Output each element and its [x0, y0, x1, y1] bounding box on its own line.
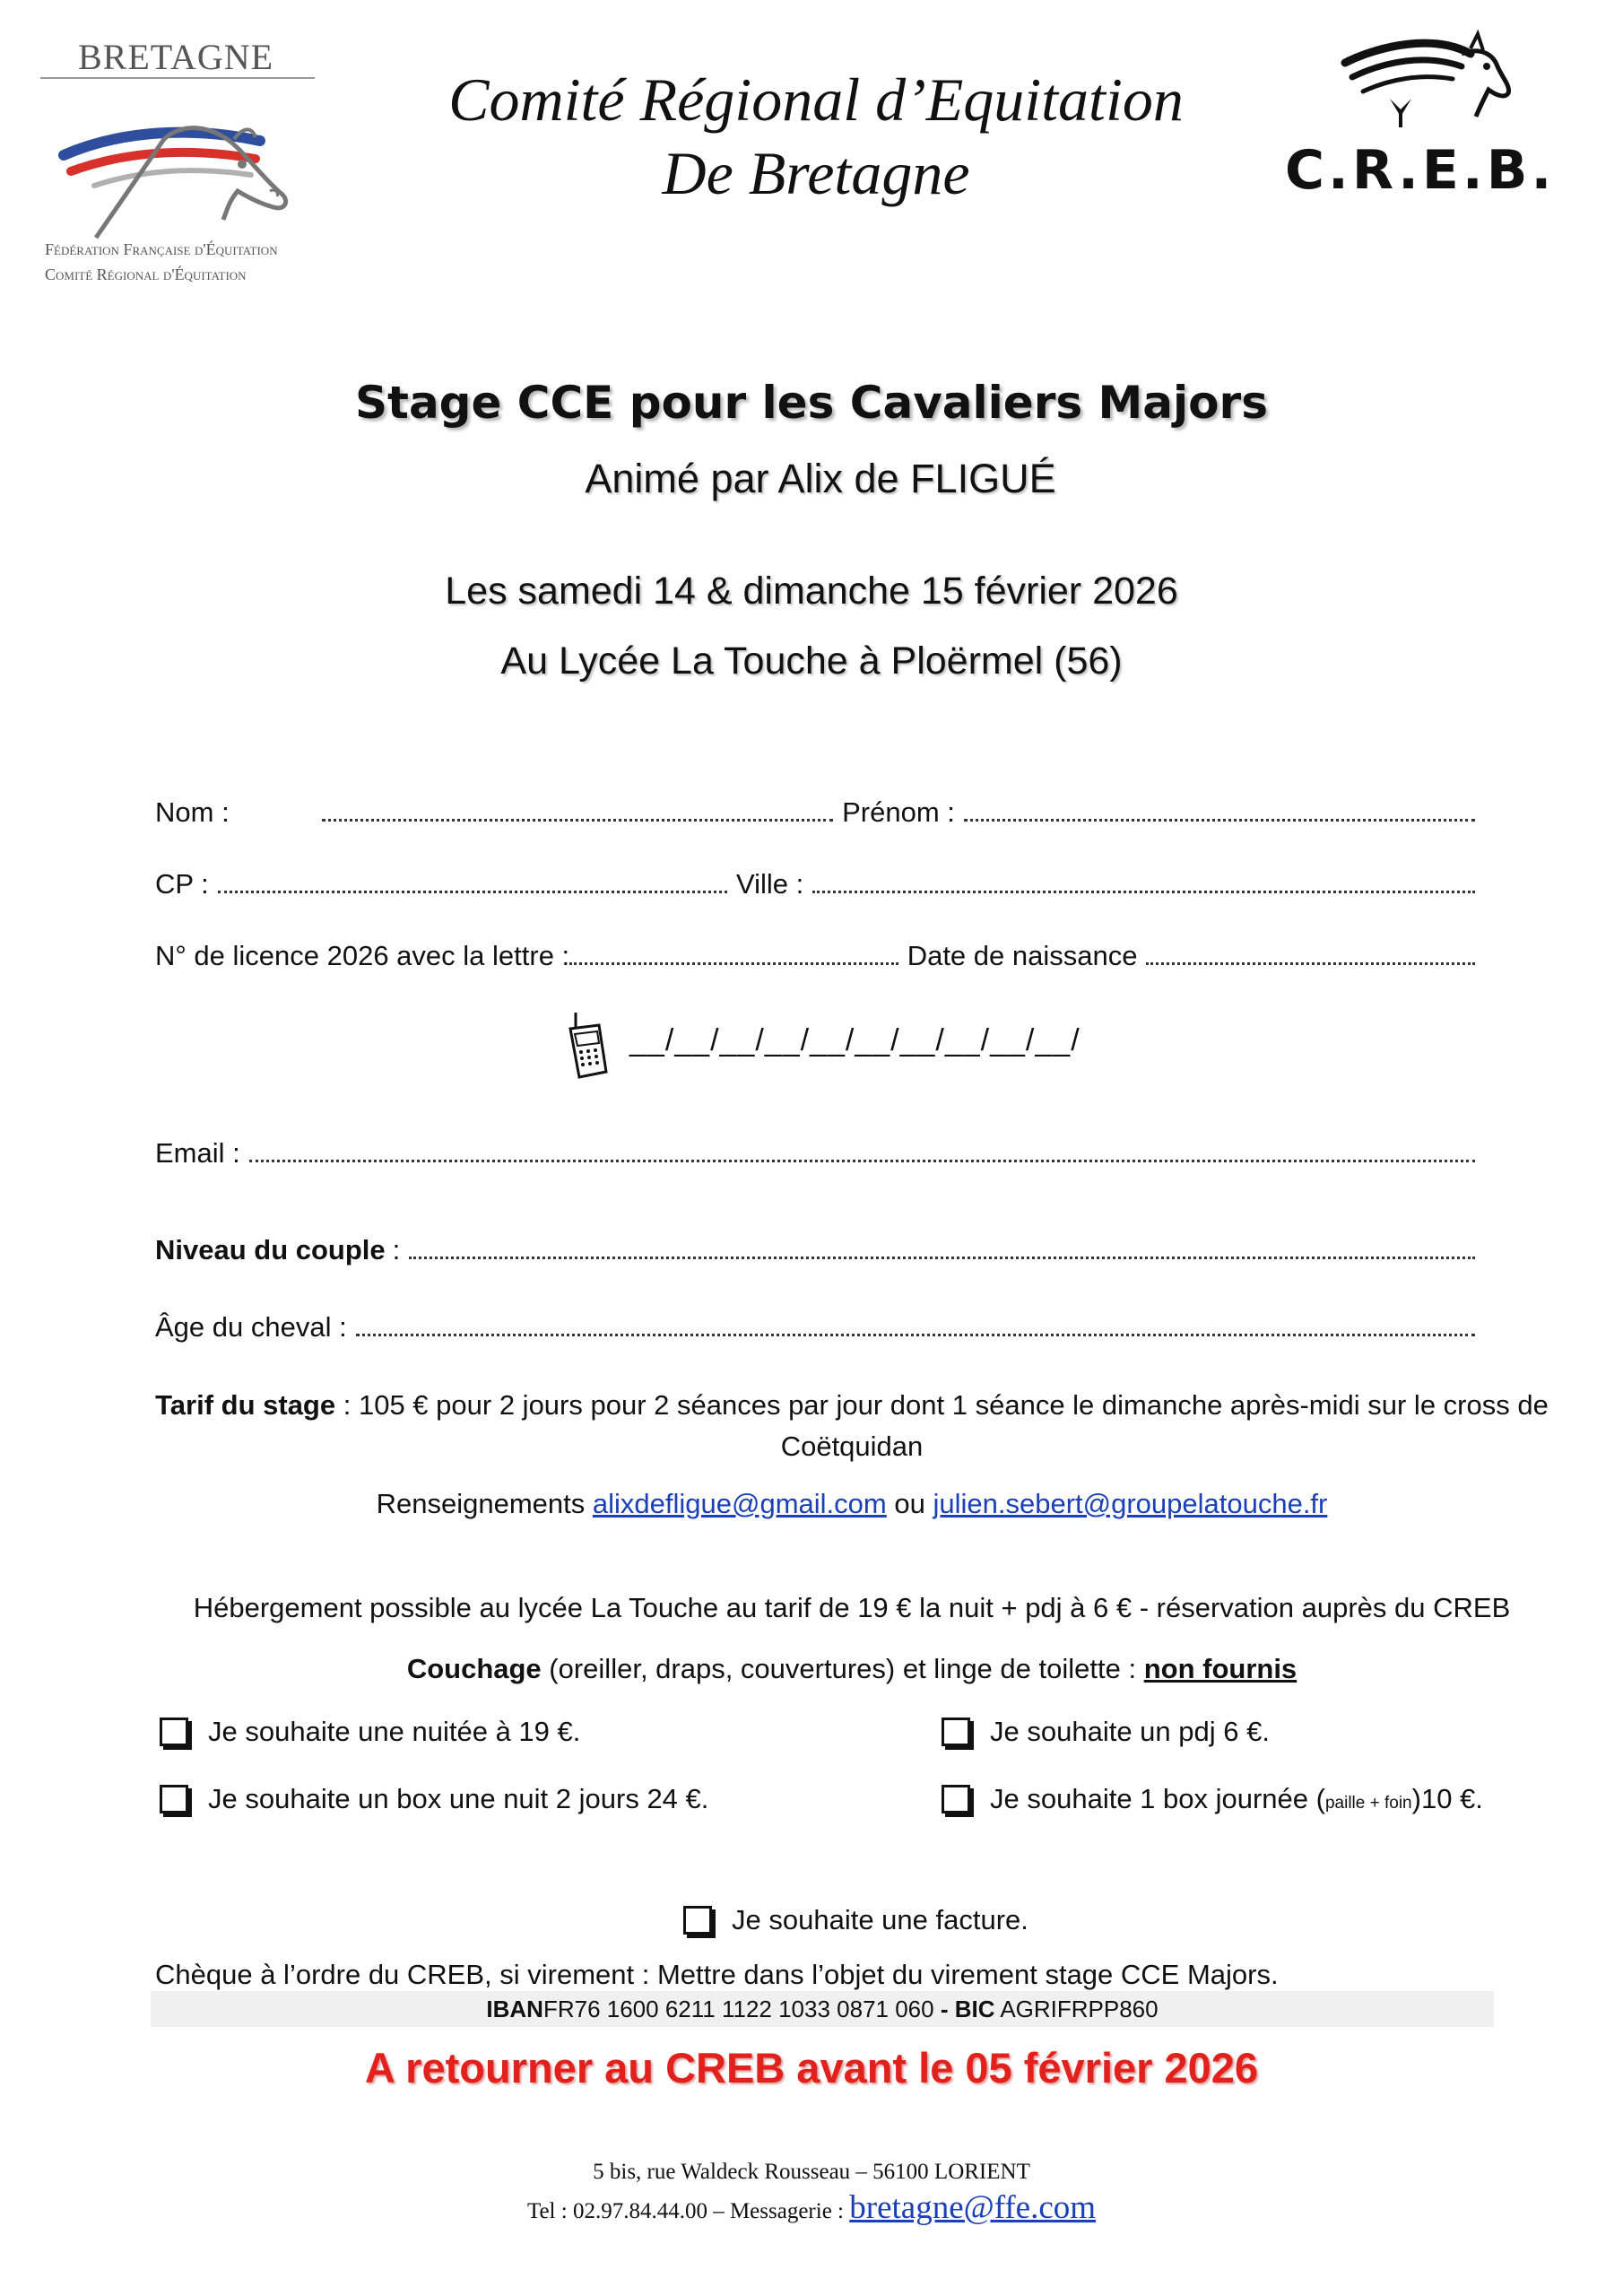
niveau-field[interactable]	[409, 1257, 1475, 1259]
option-box-nuit-label: Je souhaite un box une nuit 2 jours 24 €.	[208, 1783, 709, 1814]
committee-line-1: Comité Régional d’Equitation	[448, 65, 1184, 134]
niveau-label: Niveau du couple	[155, 1234, 386, 1265]
checkbox-nuitee[interactable]	[160, 1718, 188, 1746]
footer-address: 5 bis, rue Waldeck Rousseau – 56100 LORIENT	[593, 2160, 1030, 2184]
naissance-label: Date de naissance	[907, 940, 1138, 971]
checkbox-facture[interactable]	[683, 1906, 712, 1935]
nom-label: Nom :	[155, 796, 230, 828]
tarif-label: Tarif du stage	[155, 1389, 336, 1421]
tarif-paragraph	[152, 1385, 1551, 1467]
bic-value: AGRIFRPP860	[1000, 1996, 1159, 2022]
cheque-line: Chèque à l’ordre du CREB, si virement : Mettre dans l’objet du virement stage CCE Majors.	[155, 1959, 1279, 1990]
age-row	[155, 1302, 1475, 1344]
niveau-colon: :	[392, 1234, 401, 1265]
box-journee-pre: Je souhaite 1 box journée (	[990, 1783, 1325, 1814]
couchage-line	[152, 1648, 1551, 1690]
footer-tel: Tel : 02.97.84.44.00 – Messagerie :	[526, 2199, 844, 2223]
couchage-text: (oreiller, draps, couvertures) et linge de toilette :	[549, 1653, 1137, 1684]
animator-line: Animé par Alix de FLIGUÉ	[585, 456, 1056, 501]
checkbox-box-nuit[interactable]	[160, 1785, 188, 1813]
logo-committee-text: Comité Régional d'Équitation	[45, 265, 247, 283]
box-journee-post: )10 €.	[1411, 1783, 1483, 1814]
age-field[interactable]	[356, 1334, 1475, 1336]
checkbox-box-journee[interactable]	[942, 1785, 970, 1813]
footer-email-link[interactable]: bretagne@ffe.com	[849, 2189, 1097, 2226]
niveau-row	[155, 1225, 1475, 1266]
licence-label: N° de licence 2026 avec la lettre :	[155, 940, 570, 971]
option-facture[interactable]	[683, 1900, 1028, 1941]
committee-line-2: De Bretagne	[662, 139, 970, 207]
email-field[interactable]	[249, 1160, 1475, 1162]
nom-field[interactable]	[322, 819, 833, 822]
ffe-bretagne-logo	[40, 36, 318, 296]
phone-field[interactable]: __/__/__/__/__/__/__/__/__/__/	[629, 1023, 1081, 1057]
phone-row	[563, 1009, 1101, 1081]
prenom-field[interactable]	[964, 819, 1475, 822]
location-line: Au Lycée La Touche à Ploërmel (56)	[500, 639, 1123, 683]
option-nuitee[interactable]	[160, 1711, 580, 1752]
ville-field[interactable]	[812, 891, 1475, 893]
logo-brand-text: BRETAGNE	[78, 37, 274, 77]
option-facture-label: Je souhaite une facture.	[732, 1904, 1028, 1935]
email-link-alix[interactable]: alixdefligue@gmail.com	[592, 1488, 887, 1519]
renseignements-line	[152, 1483, 1551, 1525]
creb-logo	[1282, 27, 1556, 206]
deadline-notice: A retourner au CREB avant le 05 février 2026	[364, 2044, 1259, 2092]
checkbox-pdj[interactable]	[942, 1718, 970, 1746]
cp-field[interactable]	[218, 891, 727, 893]
option-pdj[interactable]	[942, 1711, 1270, 1752]
iban-separator: -	[940, 1996, 949, 2022]
horse-head-icon	[58, 85, 318, 256]
box-journee-small: paille + foin	[1324, 1794, 1412, 1813]
iban-value: FR76 1600 6211 1122 1033 0871 060	[542, 1996, 934, 2022]
city-row	[155, 859, 1475, 900]
age-label: Âge du cheval :	[155, 1311, 347, 1343]
iban-label: IBAN	[486, 1996, 543, 2022]
hebergement-line: Hébergement possible au lycée La Touche au tarif de 19 € la nuit + pdj à 6 € - réservation auprès du CREB	[193, 1592, 1511, 1623]
tarif-text: : 105 € pour 2 jours pour 2 séances par jour dont 1 séance le dimanche après-midi sur le cross de Coëtquidan	[343, 1389, 1549, 1462]
logo-federation-text: Fédération Française d'Équitation	[45, 240, 278, 258]
committee-heading	[341, 63, 1291, 210]
dates-line: Les samedi 14 & dimanche 15 février 2026	[445, 570, 1178, 613]
email-row	[155, 1128, 1475, 1170]
stage-title: Stage CCE pour les Cavaliers Majors	[355, 377, 1268, 429]
option-box-nuit[interactable]	[160, 1779, 708, 1820]
creb-logo-text: C.R.E.B.	[1285, 139, 1556, 202]
option-pdj-label: Je souhaite un pdj 6 €.	[990, 1716, 1270, 1747]
logo-divider	[40, 77, 315, 79]
mobile-phone-icon	[563, 1009, 615, 1081]
name-row	[155, 787, 1475, 829]
or-text: ou	[894, 1488, 925, 1519]
renseignements-label: Renseignements	[376, 1488, 586, 1519]
option-box-journee[interactable]	[942, 1779, 1483, 1820]
ville-label: Ville :	[736, 868, 804, 900]
footer-contact	[0, 2188, 1623, 2227]
email-label: Email :	[155, 1137, 240, 1169]
bic-label: BIC	[954, 1996, 995, 2022]
iban-bar	[151, 1991, 1494, 2027]
creb-horse-icon	[1336, 27, 1515, 135]
non-fournis-text: non fournis	[1143, 1653, 1298, 1684]
prenom-label: Prénom :	[842, 796, 955, 828]
cp-label: CP :	[155, 868, 209, 900]
option-box-journee-label	[990, 1783, 1483, 1815]
email-link-julien[interactable]: julien.sebert@groupelatouche.fr	[933, 1488, 1328, 1519]
couchage-label: Couchage	[406, 1653, 542, 1684]
option-nuitee-label: Je souhaite une nuitée à 19 €.	[208, 1716, 581, 1747]
licence-field[interactable]	[569, 962, 898, 965]
licence-row	[155, 931, 1475, 972]
naissance-field[interactable]	[1146, 962, 1475, 965]
